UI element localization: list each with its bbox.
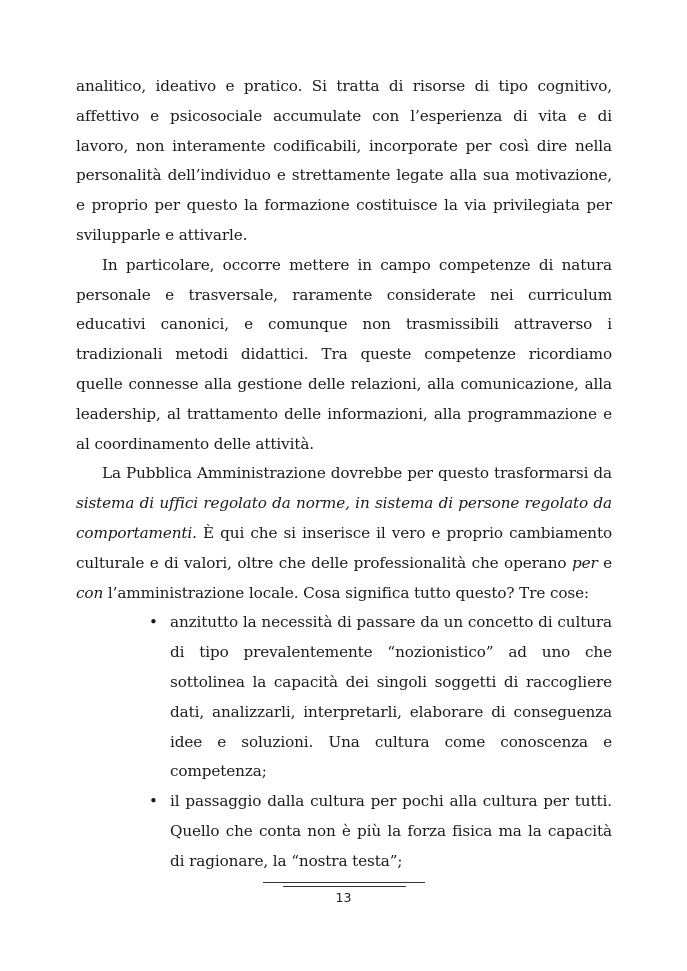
list-item-text: il passaggio dalla cultura per pochi alla cultura per tutti. Quello che conta non è più la forza fisica ma la capacità di ragionare, la “nostra testa”;: [170, 792, 612, 870]
paragraph-3-text-g: l’amministrazione locale. Cosa significa tutto questo? Tre cose:: [103, 583, 590, 602]
paragraph-3-text-a: La Pubblica Amministrazione dovrebbe per questo trasformarsi da: [102, 464, 612, 483]
bullet-icon: •: [149, 792, 158, 811]
bullet-icon: •: [149, 613, 158, 632]
list-item-text: anzitutto la necessità di passare da un concetto di cultura di tipo prevalentemente “nozionistico” ad uno che sottolinea la capacità dei singoli soggetti di raccogliere dati, analizzarli, interpretarli, elaborare di conseguenza idee e soluzioni. Una cultura come conoscenza e competenza;: [170, 613, 612, 781]
paragraph-3-italic-per: per: [571, 553, 598, 572]
footer-rule-top: [263, 882, 425, 883]
paragraph-3-italic-phrase: sistema di uffici regolato da norme, in sistema di persone regolato da comportamenti.: [76, 494, 612, 542]
list-item: [149, 787, 612, 876]
page-number: 13: [335, 890, 352, 905]
paragraph-1: analitico, ideativo e pratico. Si tratta di risorse di tipo cognitivo, affettivo e psicosociale accumulate con l’esperienza di vita e di lavoro, non interamente codificabili, incorporate per così dire nella personalità dell’individuo e strettamente legate alla sua motivazione, e proprio per questo la formazione costituisce la via privilegiata per svilupparle e attivarle.: [76, 77, 612, 244]
paragraph-3-text-c: È qui che si inserisce il vero e proprio cambiamento culturale e di valori, oltre che delle professionalità che operano: [76, 523, 612, 572]
list-item: [149, 608, 612, 787]
paragraph-2: In particolare, occorre mettere in campo competenze di natura personale e trasversale, raramente considerate nei curriculum educativi canonici, e comunque non trasmissibili attraverso i tradizionali metodi didattici. Tra queste competenze ricordiamo quelle connesse alla gestione delle relazioni, alla comunicazione, alla leadership, al trattamento delle informazioni, alla programmazione e al coordinamento delle attività.: [76, 255, 612, 453]
bullet-list: [76, 608, 612, 876]
paragraph-3-italic-con: con: [76, 583, 104, 602]
paragraph-3-text-e: e: [597, 553, 612, 572]
paragraph-3: [76, 459, 612, 608]
footer-rule-bottom: [283, 886, 406, 887]
document-body: [76, 72, 612, 877]
